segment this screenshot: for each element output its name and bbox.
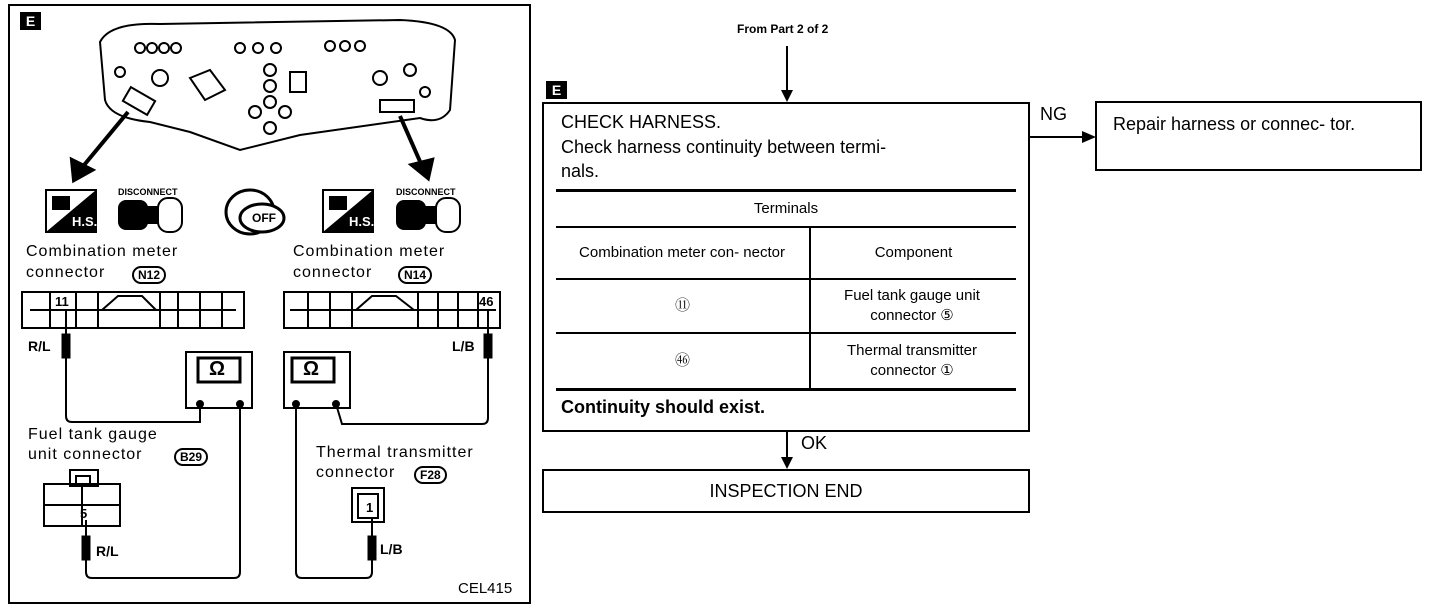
thermal-connector-wire-color: L/B <box>380 541 403 557</box>
probe-left <box>62 310 70 358</box>
thermal-connector-terminal-number: 1 <box>366 500 374 515</box>
thermal-connector-label-line1: Thermal transmitter <box>316 444 474 461</box>
meter-right-label-line1: Combination meter <box>293 243 446 260</box>
table-header-terminals: Terminals <box>753 200 819 217</box>
table-row-2-component: Thermal transmitter connector ① <box>846 342 978 379</box>
meter-left-label-line2: connector <box>26 264 106 281</box>
meter-right-id-badge: N14 <box>398 266 432 284</box>
check-title: CHECK HARNESS. <box>561 112 722 132</box>
ng-arrow-head <box>1082 131 1096 143</box>
instrument-cluster-drawing <box>100 20 455 150</box>
thermal-connector-id-badge: F28 <box>414 466 447 484</box>
left-section-tag: E <box>20 12 41 30</box>
flow-section-tag: E <box>546 81 567 99</box>
ohm-symbol-left: Ω <box>209 358 226 380</box>
table-bottom-rule <box>556 388 1016 391</box>
fuel-connector-terminal-number: 5 <box>80 506 88 521</box>
meter-left-id-badge: N12 <box>132 266 166 284</box>
ignition-off-label: OFF <box>252 211 276 225</box>
meter-connector-n14 <box>284 292 500 328</box>
incoming-arrow-head <box>781 90 793 102</box>
disconnect-icon-left <box>118 198 182 232</box>
disconnect-label-left: DISCONNECT <box>118 187 178 197</box>
meter-left-wire-color: R/L <box>28 338 51 354</box>
table-row-2-meter-terminal: ㊻ <box>674 352 690 369</box>
ok-arrow-line <box>786 432 788 460</box>
ohm-symbol-right: Ω <box>303 358 320 380</box>
incoming-arrow-line <box>786 46 788 92</box>
check-instruction-line2: nals. <box>561 161 600 181</box>
check-instruction-line1: Check harness continuity between termi- <box>561 137 887 157</box>
meter-right-label-line2: connector <box>293 264 373 281</box>
ok-label: OK <box>801 433 828 453</box>
meter-left-label-line1: Combination meter <box>26 243 179 260</box>
meter-right-terminal-number: 46 <box>479 294 494 309</box>
fuel-connector-label-line2: unit connector <box>28 446 143 463</box>
ok-arrow-head <box>781 457 793 469</box>
disconnect-icon-right <box>396 198 460 232</box>
disconnect-label-right: DISCONNECT <box>396 187 456 197</box>
hs-label-left: H.S. <box>72 214 98 229</box>
probe-right <box>484 310 492 358</box>
figure-code: CEL415 <box>458 580 513 597</box>
fuel-connector-label-line1: Fuel tank gauge <box>28 426 158 443</box>
hs-label-right: H.S. <box>349 214 375 229</box>
thermal-connector-label-line2: connector <box>316 464 396 481</box>
repair-text: Repair harness or connec- tor. <box>1113 114 1356 134</box>
table-row-1-component: Fuel tank gauge unit connector ⑤ <box>844 287 980 324</box>
table-col-meter-connector: Combination meter con- nector <box>579 244 785 261</box>
table-row-1-meter-terminal: ⑪ <box>674 297 690 314</box>
table-col-component: Component <box>874 244 953 261</box>
ng-label: NG <box>1040 104 1067 124</box>
continuity-result: Continuity should exist. <box>561 397 766 417</box>
from-part-label: From Part 2 of 2 <box>737 22 829 36</box>
probe-thermal-connector <box>368 518 376 560</box>
fuel-connector-wire-color: R/L <box>96 543 119 559</box>
meter-right-wire-color: L/B <box>452 338 475 354</box>
inspection-end-text: INSPECTION END <box>709 481 863 501</box>
meter-left-terminal-number: 11 <box>55 294 69 309</box>
fuel-connector-id-badge: B29 <box>174 448 208 466</box>
ng-arrow-line <box>1030 136 1084 138</box>
